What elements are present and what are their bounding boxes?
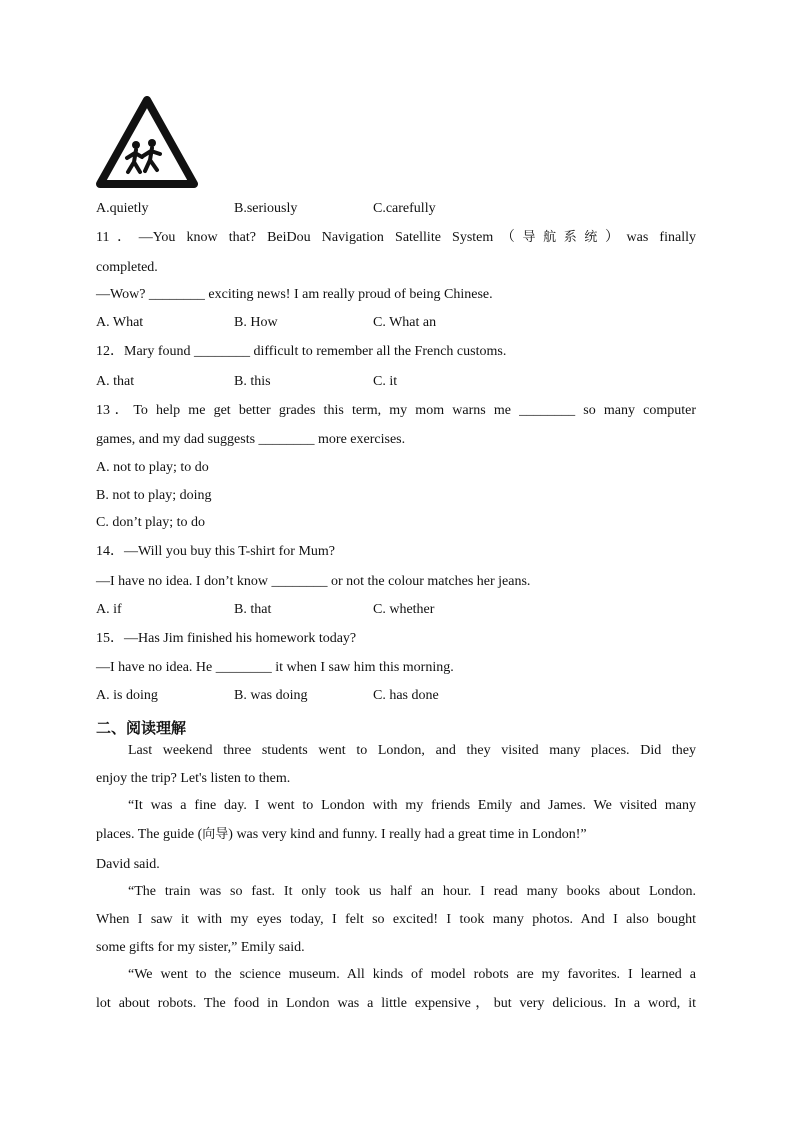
option-a: A. that (96, 374, 135, 389)
question-13-stem-line1: 13．To help me get better grades this term, my mom warns me ________ so many computer (96, 403, 696, 418)
question-12-options (96, 372, 696, 392)
question-11-options (96, 313, 696, 333)
option-b: B.seriously (234, 201, 298, 216)
option-a: A. What (96, 315, 144, 330)
option-b: B. this (234, 374, 271, 389)
question-13-stem-line2: games, and my dad suggests ________ more exercises. (96, 432, 406, 447)
passage-p2-line2: places. The guide (向导) was very kind and funny. I really had a great time in London!” (96, 827, 587, 842)
question-15-stem: 15．—Has Jim finished his homework today? (96, 631, 357, 646)
option-c: C. has done (373, 688, 439, 703)
option-c: C. it (373, 374, 398, 389)
passage-p2-line1: “It was a fine day. I went to London with my friends Emily and James. We visited many (128, 798, 696, 813)
question-14-options (96, 600, 696, 620)
passage-p1-line2: enjoy the trip? Let's listen to them. (96, 771, 291, 786)
passage-p4-line1: “We went to the science museum. All kinds of model robots are my favorites. I learned a (128, 967, 696, 982)
question-15-options (96, 686, 696, 706)
question-11-stem-line1: 11．—You know that? BeiDou Navigation Satellite System（导航系统）was finally (96, 230, 696, 245)
question-10-options (96, 199, 696, 219)
option-b: B. that (234, 602, 272, 617)
option-a: A. if (96, 602, 122, 617)
option-a: A.quietly (96, 201, 149, 216)
passage-p1-line1: Last weekend three students went to London, and they visited many places. Did they (128, 743, 696, 758)
question-15-response: —I have no idea. He ________ it when I saw him this morning. (96, 660, 454, 675)
question-11-response: —Wow? ________ exciting news! I am really proud of being Chinese. (96, 287, 493, 302)
passage-p3-line3: some gifts for my sister,” Emily said. (96, 940, 305, 955)
children-crossing-sign-icon (96, 96, 198, 188)
passage-p2-line3: David said. (96, 857, 160, 872)
option-c: C. What an (373, 315, 437, 330)
passage-p3-line1: “The train was so fast. It only took us half an hour. I read many books about London. (128, 884, 696, 899)
question-13-option-c: C. don’t play; to do (96, 515, 206, 530)
option-b: B. was doing (234, 688, 308, 703)
passage-p4-line2: lot about robots. The food in London was a little expensive，but very delicious. In a word, it (96, 996, 696, 1011)
passage-p3-line2: When I saw it with my eyes today, I felt so excited! I took many photos. And I also bought (96, 912, 696, 927)
question-12-stem: 12．Mary found ________ difficult to remember all the French customs. (96, 344, 507, 359)
option-b: B. How (234, 315, 278, 330)
question-13-option-a: A. not to play; to do (96, 460, 209, 475)
question-13-option-b: B. not to play; doing (96, 488, 212, 503)
question-14-stem: 14．—Will you buy this T-shirt for Mum? (96, 544, 335, 559)
option-c: C.carefully (373, 201, 436, 216)
option-c: C. whether (373, 602, 435, 617)
question-14-response: —I have no idea. I don’t know ________ or not the colour matches her jeans. (96, 574, 531, 589)
question-11-stem-line2: completed. (96, 260, 158, 275)
option-a: A. is doing (96, 688, 158, 703)
section-heading: 二、阅读理解 (96, 719, 187, 737)
